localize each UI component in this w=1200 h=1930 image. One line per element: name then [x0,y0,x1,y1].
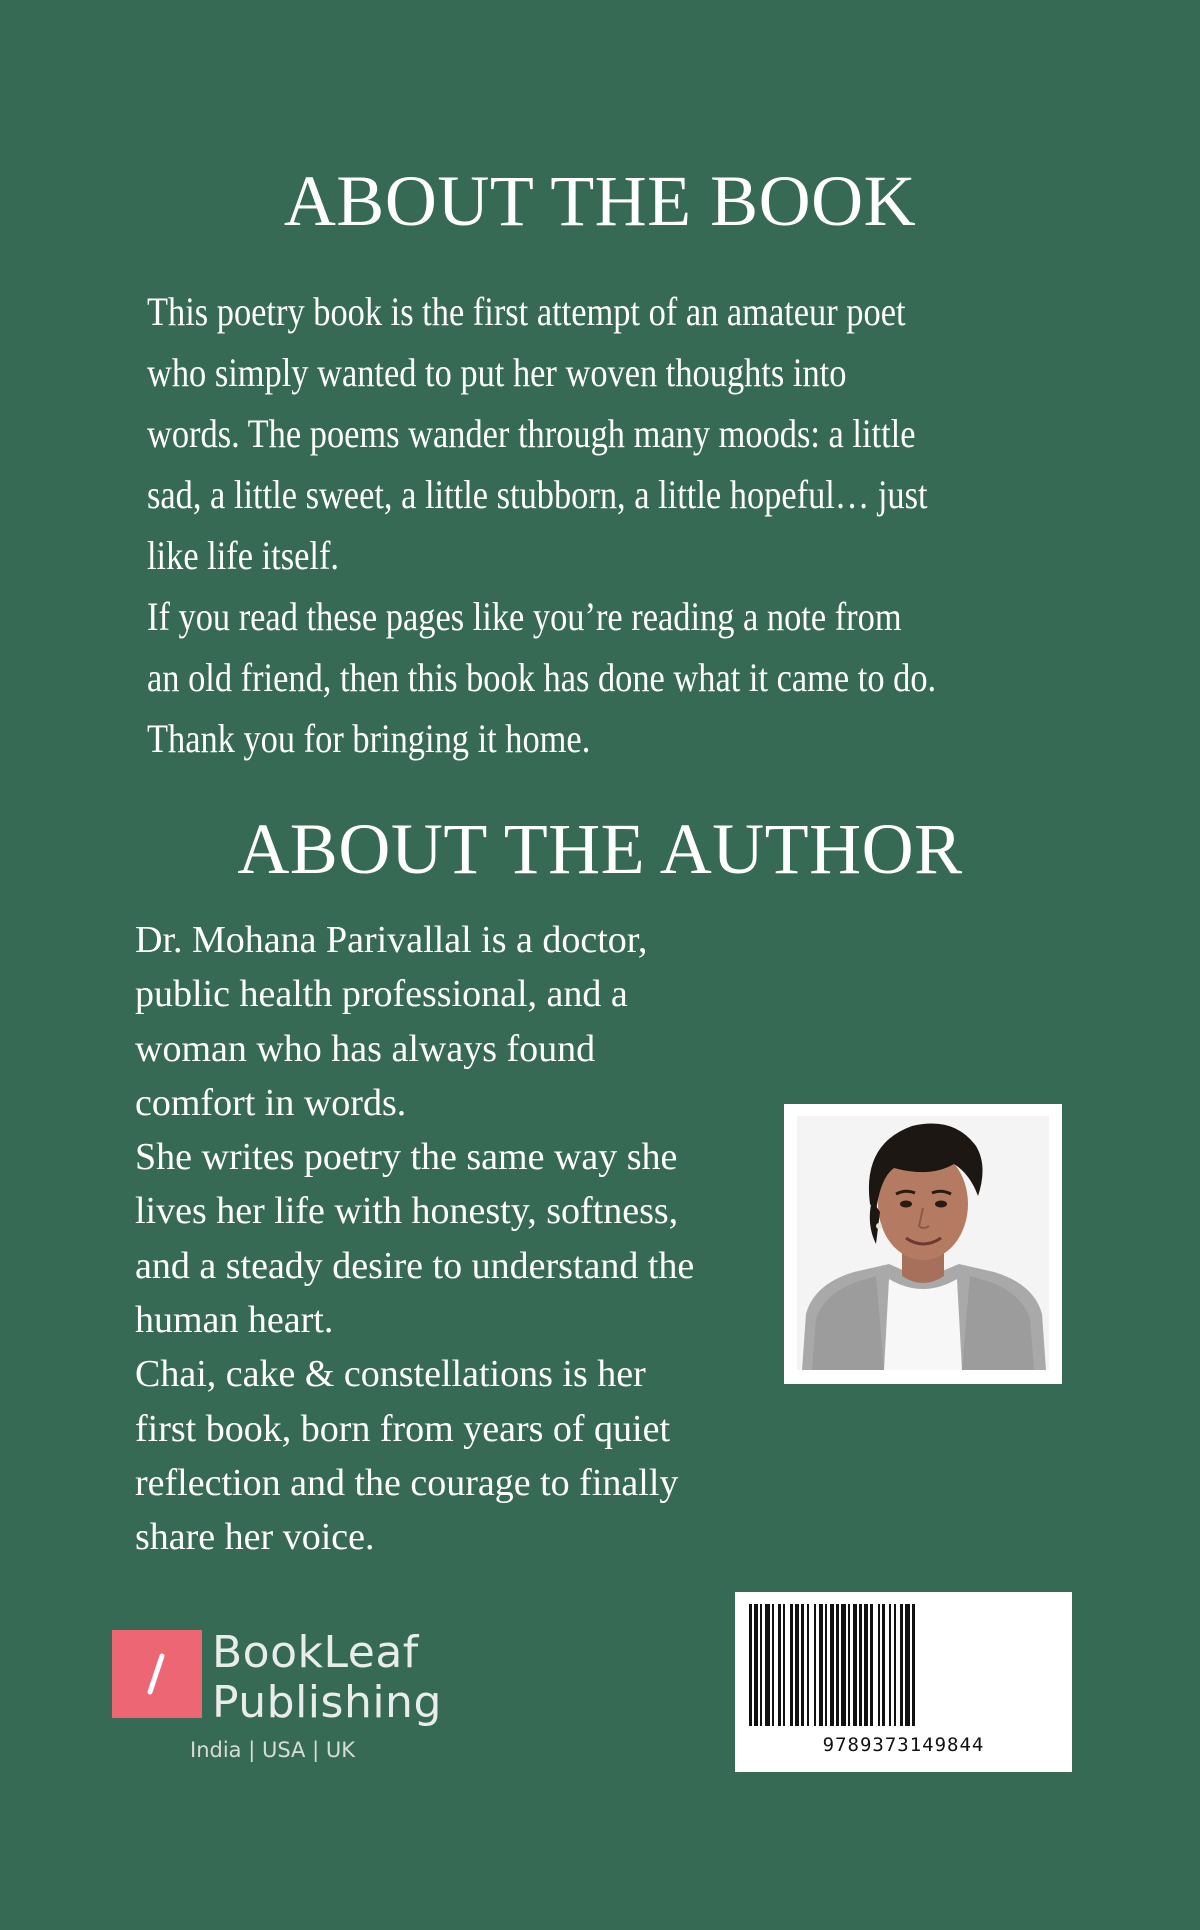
barcode-bar [841,1604,846,1726]
barcode-bar [905,1604,910,1726]
barcode-bar [894,1604,896,1726]
isbn-number: 9789373149844 [822,1734,985,1756]
barcode-bar [807,1604,809,1726]
about-author-text [135,913,785,1565]
about-author-line: Chai, cake & constellations is her [135,1353,646,1396]
about-book-line: Thank you for bringing it home. [147,716,591,761]
barcode-bar [783,1604,785,1726]
barcode-bar [853,1604,857,1726]
barcode-bar [900,1604,903,1726]
slash-logo-icon [112,1630,202,1718]
barcode-bar [760,1604,762,1726]
barcode-bar [836,1604,839,1726]
barcode-bar [864,1604,868,1726]
about-author-heading: ABOUT THE AUTHOR [237,809,963,889]
barcode-bar [859,1604,862,1726]
about-author-line: woman who has always found [135,1027,596,1070]
barcode-bar [814,1604,816,1726]
author-photo [784,1104,1062,1384]
about-book-heading: ABOUT THE BOOK [283,161,917,241]
publisher-countries: India | USA | UK [190,1738,355,1762]
about-book-line: This poetry book is the first attempt of an amateur poet [147,289,906,334]
author-portrait-icon [784,1104,1062,1384]
about-author-line: She writes poetry the same way she [135,1136,678,1179]
barcode-bar [912,1604,915,1726]
publisher-name-line1: BookLeaf [212,1627,419,1678]
about-author-line: comfort in words. [135,1081,407,1124]
barcode-bar [878,1604,880,1726]
about-author-line: reflection and the courage to finally [135,1461,679,1504]
barcode-bar [819,1604,823,1726]
barcode-bar [870,1604,873,1726]
about-book-line: like life itself. [147,533,340,578]
barcode-bar [848,1604,850,1726]
barcode-bar [749,1604,752,1726]
barcode-bar [790,1604,793,1726]
barcode-bar [795,1604,799,1726]
about-author-line: human heart. [135,1299,334,1342]
isbn-barcode [735,1592,1072,1772]
barcode-bar [830,1604,834,1726]
about-author-line: public health professional, and a [135,973,628,1016]
barcode-bar [801,1604,804,1726]
about-book-text [147,281,938,769]
publisher-name-line2: Publishing [212,1677,442,1728]
barcode-bar [778,1604,781,1726]
barcode-bar [772,1604,774,1726]
about-author-line: lives her life with honesty, softness, [135,1190,679,1233]
barcode-bar [754,1604,758,1726]
about-book-line: If you read these pages like you’re reading a note from [147,594,902,639]
about-book-line: sad, a little sweet, a little stubborn, a little hopeful… just [147,472,928,517]
barcode-bar [765,1604,770,1726]
about-book-line: who simply wanted to put her woven thoughts into [147,350,847,395]
about-book-line: words. The poems wander through many moods: a little [147,411,916,456]
publisher-logo [112,1627,452,1770]
barcode-bar [825,1604,827,1726]
about-book-line: an old friend, then this book has done what it came to do. [147,655,937,700]
barcode-bar [889,1604,891,1726]
about-author-line: share her voice. [135,1516,375,1559]
about-author-line: Dr. Mohana Parivallal is a doctor, [135,919,648,961]
barcode-bar [882,1604,885,1726]
publisher-name [212,1628,442,1728]
about-author-line: and a steady desire to understand the [135,1244,695,1287]
about-author-line: first book, born from years of quiet [135,1407,671,1450]
